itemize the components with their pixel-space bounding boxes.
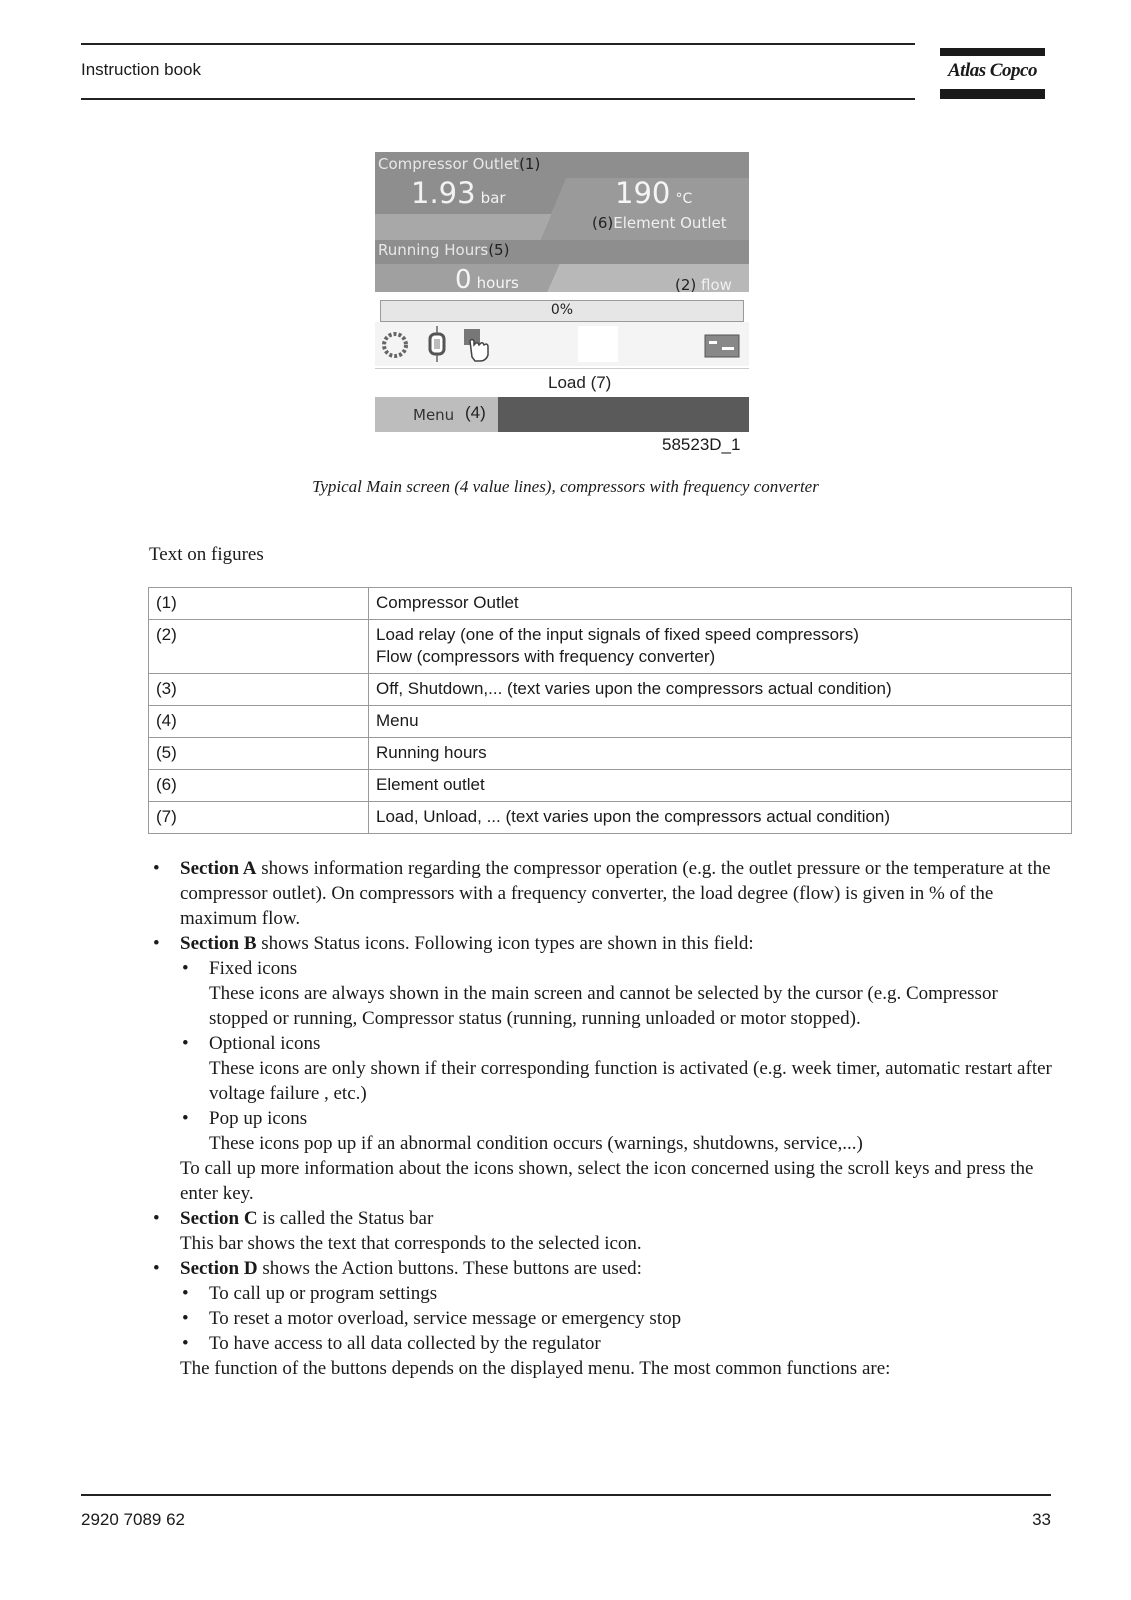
icon-type-item [180, 1031, 1055, 1106]
row-description [369, 620, 1072, 674]
status-text: Load [548, 373, 586, 392]
compressor-icon [425, 324, 449, 364]
icon-type-description: These icons are always shown in the main screen and cannot be selected by the cursor (e.g. Compressor stopped or running, Compressor status (running, running unloaded or motor stopped). [209, 983, 998, 1029]
compressor-outlet-label: Compressor Outlet(1) [378, 155, 541, 173]
section-descriptions [150, 856, 1055, 1381]
row-description [369, 770, 1072, 802]
row-ref: (1) [149, 588, 369, 620]
section-d-after: The function of the buttons depends on the displayed menu. The most common functions are: [180, 1358, 891, 1379]
table-row [149, 770, 1072, 802]
flow-label: (2) flow [675, 276, 732, 294]
row-description-line: Compressor Outlet [376, 593, 519, 612]
row-ref: (3) [149, 674, 369, 706]
figure-caption: Typical Main screen (4 value lines), compressors with frequency converter [312, 477, 819, 496]
menu-button-ref: (4) [465, 403, 486, 422]
action-button-bar [375, 397, 749, 432]
row-description-line: Off, Shutdown,... (text varies upon the compressors actual condition) [376, 679, 892, 698]
header-bottom-rule [81, 98, 915, 100]
figure-reference: 58523D_1 [662, 435, 741, 454]
table-row [149, 802, 1072, 834]
row-description [369, 738, 1072, 770]
section-b-item: • Section B shows Status icons. Following icon types are shown in this field: • Fixed icons These icons are always shown in the main screen and cannot be selected by the cursor (e.g. Compressor stopped or running, Compressor status (running, running unloaded or motor stopped). • Optional icons These icons are only shown if their corresponding function is activated (e.g. week timer, automatic restart after voltage failure , etc.) • Pop up icons These icons pop up if an abnormal condition occurs (warnings, shutdowns, service,...) To call up more information about the icons shown, select the icon concerned using the scroll keys and press the enter key. [150, 931, 1055, 1206]
status-bar [375, 368, 749, 397]
section-a-item: • Section A shows information regarding the compressor operation (e.g. the outlet pressure or the temperature at the compressor outlet). On compressors with a frequency converter, the load degree (flow) is given in % of the maximum flow. [150, 856, 1055, 931]
rotation-icon [380, 330, 410, 360]
section-c-item: • Section C is called the Status bar This bar shows the text that corresponds to the selected icon. [150, 1206, 1055, 1256]
table-row [149, 706, 1072, 738]
status-icon-row [375, 322, 749, 366]
icon-type-item [180, 1106, 1055, 1156]
row-description [369, 802, 1072, 834]
section-c-after: This bar shows the text that corresponds to the selected icon. [180, 1233, 642, 1254]
status-ref: (7) [590, 373, 612, 392]
menu-button[interactable] [375, 397, 498, 432]
row-ref: (4) [149, 706, 369, 738]
main-screen-figure [375, 152, 749, 432]
card-icon [704, 334, 740, 358]
icon-type-description: These icons pop up if an abnormal condition occurs (warnings, shutdowns, service,...) [209, 1133, 863, 1154]
footer-rule [81, 1494, 1051, 1496]
row-description-line: Menu [376, 711, 419, 730]
section-b-after: To call up more information about the icons shown, select the icon concerned using the scroll keys and press the enter key. [180, 1158, 1034, 1204]
running-hours-label: Running Hours(5) [378, 241, 510, 259]
row-description [369, 674, 1072, 706]
pressure-readout: 1.93 bar [411, 176, 506, 210]
table-row [149, 738, 1072, 770]
icon-type-title: • Optional icons [209, 1033, 321, 1054]
row-description [369, 588, 1072, 620]
row-description-line: Flow (compressors with frequency converter) [376, 647, 716, 666]
table-row [149, 674, 1072, 706]
action-use-item: • To reset a motor overload, service message or emergency stop [180, 1306, 1055, 1331]
atlas-copco-logo [940, 48, 1045, 100]
flow-progress-text: 0% [550, 302, 574, 318]
row-ref: (6) [149, 770, 369, 802]
document-number: 2920 7089 62 [81, 1510, 185, 1529]
menu-button-label: Menu [413, 406, 455, 424]
header-top-rule [81, 43, 915, 45]
text-on-figures-table [148, 587, 1072, 834]
row-description [369, 706, 1072, 738]
action-use-item: • To call up or program settings [180, 1281, 1055, 1306]
row-description-line: Running hours [376, 743, 487, 762]
icon-type-title: • Pop up icons [209, 1108, 308, 1129]
temperature-readout: 190 °C [615, 176, 693, 210]
flow-progress-bar [380, 300, 744, 322]
table-row [149, 620, 1072, 674]
table-row [149, 588, 1072, 620]
text-on-figures-title: Text on figures [149, 544, 264, 565]
logo-text: Atlas Copco [948, 60, 1037, 81]
row-description-line: Load relay (one of the input signals of fixed speed compressors) [376, 625, 859, 644]
page-number: 33 [1032, 1510, 1051, 1529]
row-description-line: Element outlet [376, 775, 485, 794]
row-ref: (7) [149, 802, 369, 834]
manual-hand-icon [462, 327, 492, 363]
row-ref: (5) [149, 738, 369, 770]
row-description-line: Load, Unload, ... (text varies upon the compressors actual condition) [376, 807, 891, 826]
header-title: Instruction book [81, 60, 202, 79]
hours-readout: 0 hours [455, 265, 519, 295]
action-use-item: • To have access to all data collected by the regulator [180, 1331, 1055, 1356]
icon-type-title: • Fixed icons [209, 958, 298, 979]
element-outlet-label: (6)Element Outlet [592, 214, 727, 232]
row-ref: (2) [149, 620, 369, 674]
icon-type-item [180, 956, 1055, 1031]
section-d-item: • Section D shows the Action buttons. These buttons are used: • To call up or program settings • To reset a motor overload, service message or emergency stop • To have access to all data collected by the regulator The function of the buttons depends on the displayed menu. The most common functions are: [150, 1256, 1055, 1381]
icon-type-description: These icons are only shown if their corresponding function is activated (e.g. week timer, automatic restart after voltage failure , etc.) [209, 1058, 1052, 1104]
